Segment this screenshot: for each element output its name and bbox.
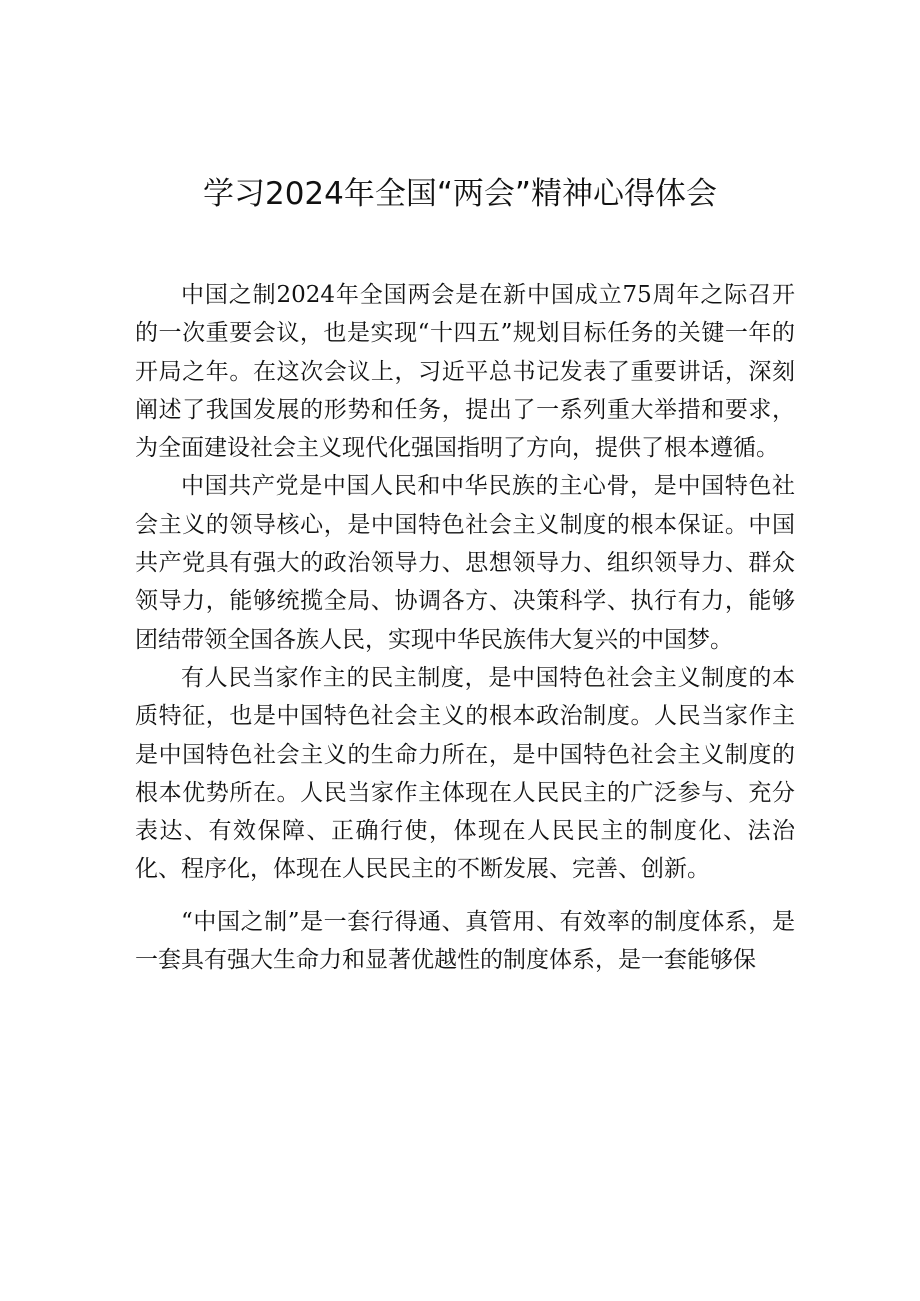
paragraph-4: “中国之制”是一套行得通、真管用、有效率的制度体系，是一套具有强大生命力和显著优越性的制度体系，是一套能够保	[135, 908, 795, 974]
document-title: 学习2024年全国“两会”精神心得体会	[202, 176, 717, 212]
paragraph-1: 中国之制2024年全国两会是在新中国成立75周年之际召开的一次重要会议，也是实现“十四五”规划目标任务的关键一年的开局之年。在这次会议上，习近平总书记发表了重要讲话，深刻阐述了我国发展的形势和任务，提出了一系列重大举措和要求，为全面建设社会主义现代化强国指明了方向，提供了根本遵循。	[135, 282, 795, 462]
document-body	[135, 276, 795, 979]
paragraph-3: 有人民当家作主的民主制度，是中国特色社会主义制度的本质特征，也是中国特色社会主义的根本政治制度。人民当家作主是中国特色社会主义的生命力所在，是中国特色社会主义制度的根本优势所在。人民当家作主体现在人民民主的广泛参与、充分表达、有效保障、正确行使，体现在人民民主的制度化、法治化、程序化，体现在人民民主的不断发展、完善、创新。	[135, 664, 795, 883]
paragraph-2: 中国共产党是中国人民和中华民族的主心骨，是中国特色社会主义的领导核心，是中国特色社会主义制度的根本保证。中国共产党具有强大的政治领导力、思想领导力、组织领导力、群众领导力，能够统揽全局、协调各方、决策科学、执行有力，能够团结带领全国各族人民，实现中华民族伟大复兴的中国梦。	[135, 473, 795, 653]
